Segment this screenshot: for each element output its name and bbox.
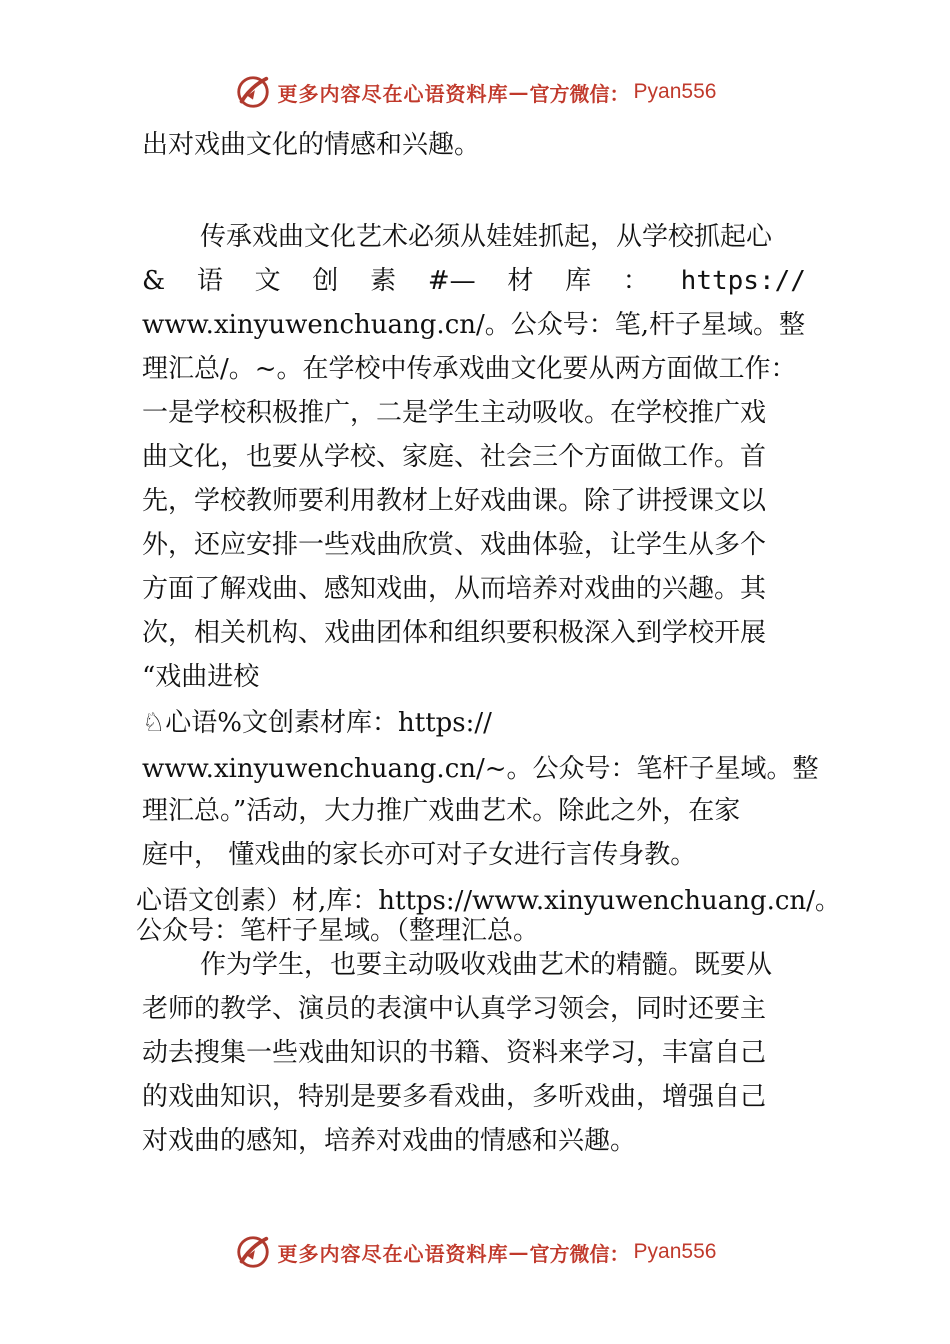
text-line: 庭中， 懂戏曲的家长亦可对子女进行言传身教。 [142,840,697,870]
spaced-char: 素 [370,266,397,296]
banner-wechat-label: 官方微信： [529,1241,630,1266]
text-line: 出对戏曲文化的情感和兴趣。 [142,130,481,160]
text-line: www.xinyuwenchuang.cn/。公众号：笔,杆子星域。整 [142,310,806,340]
spaced-char: 文 [254,266,281,296]
footer-banner [0,1230,950,1274]
spaced-url: https:// [680,266,806,296]
text-line: “戏曲进校 [142,662,260,692]
text-line: 先，学校教师要利用教材上好戏曲课。除了讲授课文以 [142,486,767,516]
text-line: 动去搜集一些戏曲知识的书籍、资料来学习，丰富自己 [142,1038,767,1068]
text-line: 一是学校积极推广，二是学生主动吸收。在学校推广戏 [142,398,767,428]
banner-wechat-id: Pyan556 [633,80,717,103]
text-line: 理汇总/。~。在学校中传承戏曲文化要从两方面做工作： [142,354,797,384]
paragraph-start-line: 作为学生，也要主动吸收戏曲艺术的精髓。既要从 [200,950,773,980]
calligraphy-brush-icon [234,1233,272,1271]
spaced-char: 语 [196,266,223,296]
text-line: www.xinyuwenchuang.cn/~。公众号：笔杆子星域。整 [142,754,819,784]
banner-wechat-label: 官方微信： [529,81,630,106]
text-line: 对戏曲的感知，培养对戏曲的情感和兴趣。 [142,1126,637,1156]
watermark-line: 心语文创素）材,库：https://www.xinyuwenchuang.cn/。 [136,886,841,916]
calligraphy-brush-icon [234,73,272,111]
spaced-text-line [142,266,806,296]
banner-dash: — [508,1240,530,1264]
text-line: 次，相关机构、戏曲团体和组织要积极深入到学校开展 [142,618,767,648]
text-line: 方面了解戏曲、感知戏曲，从而培养对戏曲的兴趣。其 [142,574,767,604]
watermark-line: 公众号：笔杆子星域。（整理汇总。 [136,916,540,946]
spaced-char: 创 [312,266,339,296]
text-line: 曲文化，也要从学校、家庭、社会三个方面做工作。首 [142,442,767,472]
text-line: 老师的教学、演员的表演中认真学习领会，同时还要主 [142,994,767,1024]
paragraph-start-line: 传承戏曲文化艺术必须从娃娃抓起，从学校抓起心 [200,222,773,252]
header-banner [0,70,950,114]
banner-site-text: 更多内容尽在心语资料库 [277,1241,509,1266]
spaced-char: & [142,266,166,296]
banner-wechat-id: Pyan556 [633,1240,717,1263]
spaced-char: ： [622,266,649,296]
spaced-char: 材 [507,266,534,296]
banner-site-text: 更多内容尽在心语资料库 [277,81,509,106]
spaced-char: 库 [565,266,592,296]
text-line: 的戏曲知识，特别是要多看戏曲，多听戏曲，增强自己 [142,1082,767,1112]
text-line: 外，还应安排一些戏曲欣赏、戏曲体验，让学生从多个 [142,530,767,560]
text-line: 理汇总。”活动，大力推广戏曲艺术。除此之外，在家 [142,796,741,826]
watermark-line: ♘心语%文创素材库：https:// [142,708,492,738]
banner-dash: — [508,80,530,104]
spaced-char: #— [427,266,476,296]
